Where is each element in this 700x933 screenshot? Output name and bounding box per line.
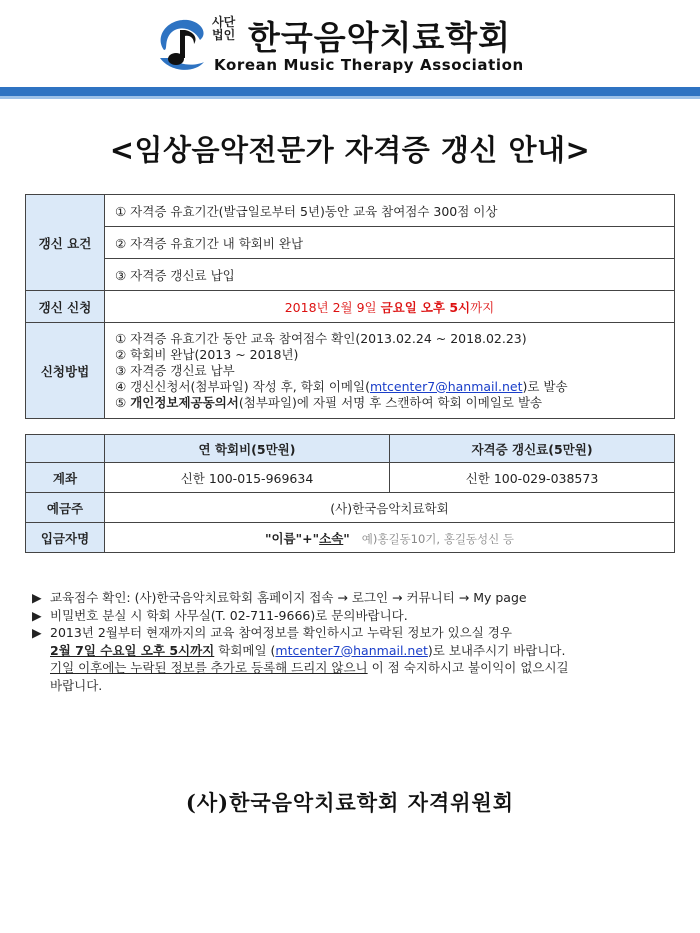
requirement-item: ③ 자격증 갱신료 납입 — [105, 259, 675, 291]
header — [0, 0, 700, 96]
bullet-icon: ▶ — [32, 625, 42, 640]
table-row — [26, 291, 675, 323]
requirement-item: ② 자격증 유효기간 내 학회비 완납 — [105, 227, 675, 259]
table-row — [26, 435, 675, 463]
method-steps — [105, 323, 675, 419]
requirements-label: 갱신 요건 — [26, 195, 105, 291]
header-band — [0, 87, 700, 96]
method-step: ③ 자격증 갱신료 납부 — [115, 362, 235, 378]
org-name-english: Korean Music Therapy Association — [214, 56, 524, 74]
note-item: ▶ 비밀번호 분실 시 학회 사무실(T. 02-711-9666)로 문의바랍니다. — [32, 607, 408, 623]
notes — [32, 589, 672, 694]
account-annual: 신한 100-015-969634 — [105, 463, 390, 493]
header-band-light — [0, 96, 700, 99]
table-row — [26, 493, 675, 523]
org-type-label: 사단 법인 — [212, 15, 236, 42]
table-row — [26, 323, 675, 419]
blank-header-cell — [26, 435, 105, 463]
note-item: ▶ 2013년 2월부터 현재까지의 교육 참여정보를 확인하시고 누락된 정보가 있으실 경우 2월 7일 수요일 오후 5시까지 학회메일 (mtcenter7@hanmail.net)로 보내주시기 바랍니다. 기일 이후에는 누락된 정보를 추가로 등록해 드리지 않으니 이 점 숙지하시고 불이익이 없으시길 바랍니다. — [32, 625, 569, 693]
account-holder: (사)한국음악치료학회 — [105, 493, 675, 523]
note-item: ▶ 교육점수 확인: (사)한국음악치료학회 홈페이지 접속 → 로그인 → 커뮤니티 → My page — [32, 590, 527, 605]
application-deadline: 2018년 2월 9일 금요일 오후 5시까지 — [105, 291, 675, 323]
depositor-example: 예)홍길동10기, 홍길동성신 등 — [361, 531, 515, 546]
committee-signature: (사)한국음악치료학회 자격위원회 — [185, 790, 515, 815]
bullet-icon: ▶ — [32, 607, 42, 623]
method-step: ⑤ 개인정보제공동의서(첨부파일)에 자필 서명 후 스캔하여 학회 이메일로 발송 — [115, 394, 543, 410]
email-link[interactable]: mtcenter7@hanmail.net — [275, 642, 428, 658]
account-renewal: 신한 100-029-038573 — [390, 463, 675, 493]
table-row — [26, 259, 675, 291]
music-note-logo-icon — [150, 14, 214, 78]
table-row — [26, 463, 675, 493]
page-title: <임상음악전문가 자격증 갱신 안내> — [109, 133, 591, 167]
application-label: 갱신 신청 — [26, 291, 105, 323]
account-label: 계좌 — [26, 463, 105, 493]
col-annual-fee: 연 학회비(5만원) — [105, 435, 390, 463]
bullet-icon: ▶ — [32, 590, 42, 605]
table-row — [26, 523, 675, 553]
method-step: ④ 갱신신청서(첨부파일) 작성 후, 학회 이메일(mtcenter7@hanmail.net)로 발송 — [115, 378, 568, 394]
depositor-label: 입금자명 — [26, 523, 105, 553]
table-row — [26, 227, 675, 259]
renewal-info-table — [25, 194, 675, 419]
org-name-korean: 한국음악치료학회 — [248, 18, 512, 57]
method-step: ② 학회비 완납(2013 ~ 2018년) — [115, 346, 299, 362]
table-row — [26, 195, 675, 227]
requirement-item: ① 자격증 유효기간(발급일로부터 5년)동안 교육 참여점수 300점 이상 — [105, 195, 675, 227]
email-link[interactable]: mtcenter7@hanmail.net — [369, 378, 523, 394]
col-renewal-fee: 자격증 갱신료(5만원) — [390, 435, 675, 463]
method-step: ① 자격증 유효기간 동안 교육 참여점수 확인(2013.02.24 ~ 2018.02.23) — [115, 330, 527, 346]
payment-table — [25, 434, 675, 553]
method-label: 신청방법 — [26, 323, 105, 419]
holder-label: 예금주 — [26, 493, 105, 523]
depositor-format: "이름"+"소속" 예)홍길동10기, 홍길동성신 등 — [105, 523, 675, 553]
